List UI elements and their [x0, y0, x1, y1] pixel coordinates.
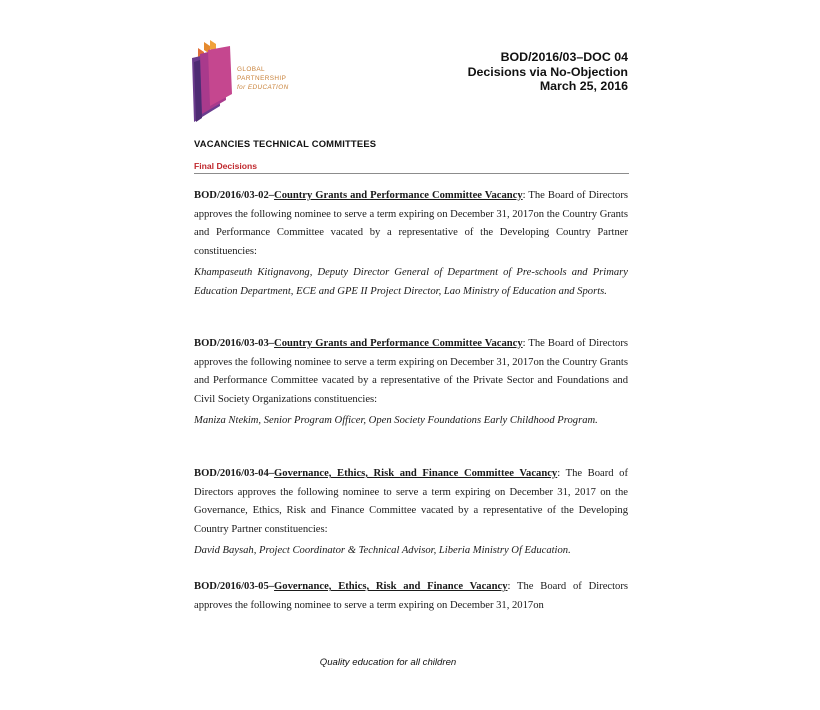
- nominee-text: Maniza Ntekim, Senior Program Officer, Open Society Foundations Early Childhood Program.: [194, 415, 598, 426]
- nominee-text: Khampaseuth Kitignavong, Deputy Director General of Department of Pre-schools and Primary Education Department, ECE and GPE II Project Director, Lao Ministry of Education and Sports.: [194, 267, 628, 297]
- decision-dash: –: [268, 468, 275, 479]
- decision-ref: BOD/2016/03-05: [194, 581, 269, 592]
- decision-block: [194, 187, 628, 301]
- decision-block: [194, 335, 628, 431]
- decision-paragraph: [194, 578, 628, 615]
- committee-title: Country Grants and Performance Committee Vacancy: [274, 338, 523, 349]
- document-date: March 25, 2016: [539, 79, 628, 93]
- nominee-text: David Baysah, Project Coordinator & Technical Advisor, Liberia Ministry Of Education.: [194, 545, 571, 556]
- decision-block: [194, 578, 628, 615]
- subsection-title: Final Decisions: [194, 161, 258, 171]
- decision-paragraph: [194, 335, 628, 409]
- decision-ref: BOD/2016/03-03: [194, 338, 269, 349]
- section-divider: [194, 173, 629, 174]
- decision-block: [194, 465, 628, 561]
- document-subtitle: Decisions via No-Objection: [467, 64, 628, 79]
- committee-title: Governance, Ethics, Risk and Finance Vacancy: [274, 581, 508, 592]
- book-logo-icon: [190, 40, 240, 124]
- decision-text: : The Board of Directors approves the following nominee to serve a term expiring on December 31, 2017on the Country Grants and Performance Committee vacated by a representative of the Private Sector and Foundations and Civil Society Organizations constituencies:: [194, 338, 628, 405]
- committee-title: Governance, Ethics, Risk and Finance Committee Vacancy: [274, 468, 558, 479]
- committee-title: Country Grants and Performance Committee Vacancy: [274, 190, 523, 201]
- decision-paragraph: [194, 465, 628, 539]
- decision-dash: –: [268, 581, 275, 592]
- decision-paragraph: [194, 187, 628, 261]
- decision-text: : The Board of Directors approves the following nominee to serve a term expiring on December 31, 2017 on the Governance, Ethics, Risk and Finance Committee vacated by a representative of the Developing Country Partner constituencies:: [194, 468, 628, 535]
- section-title: VACANCIES TECHNICAL COMMITTEES: [194, 138, 377, 149]
- decision-dash: –: [268, 338, 275, 349]
- decision-text: : The Board of Directors approves the following nominee to serve a term expiring on December 31, 2017on: [194, 581, 628, 611]
- logo-line-1: GLOBAL: [237, 66, 265, 73]
- decision-ref: BOD/2016/03-04: [194, 468, 269, 479]
- document-header: [468, 50, 628, 94]
- decision-dash: –: [268, 190, 275, 201]
- page-footer: Quality education for all children: [319, 657, 457, 668]
- logo-wordmark: [237, 65, 299, 92]
- gpe-logo: [190, 40, 300, 124]
- logo-line-2: PARTNERSHIP: [237, 75, 287, 82]
- document-reference: BOD/2016/03–DOC 04: [500, 50, 628, 64]
- decision-text: : The Board of Directors approves the following nominee to serve a term expiring on December 31, 2017on the Country Grants and Performance Committee vacated by a representative of the Developing Country Partner constituencies:: [194, 190, 628, 257]
- decision-ref: BOD/2016/03-02: [194, 190, 269, 201]
- logo-line-3: for EDUCATION: [237, 84, 289, 91]
